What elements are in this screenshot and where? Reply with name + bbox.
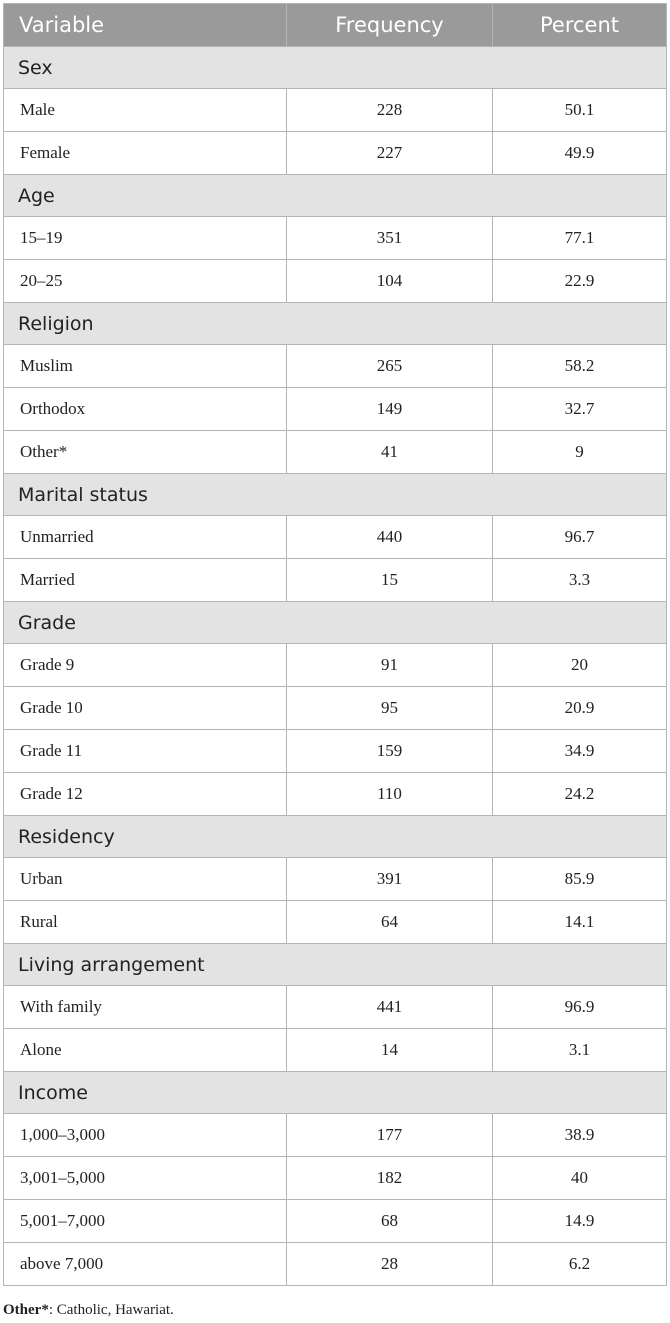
row-frequency: 14	[287, 1029, 493, 1072]
row-label: Orthodox	[4, 388, 287, 431]
row-label: Muslim	[4, 345, 287, 388]
section-row	[4, 1072, 667, 1114]
row-label: Other*	[4, 431, 287, 474]
row-label: Grade 12	[4, 773, 287, 816]
table-row	[4, 217, 667, 260]
row-label: 1,000–3,000	[4, 1114, 287, 1157]
row-frequency: 228	[287, 89, 493, 132]
row-frequency: 177	[287, 1114, 493, 1157]
table-row	[4, 260, 667, 303]
row-percent: 14.9	[493, 1200, 667, 1243]
row-frequency: 64	[287, 901, 493, 944]
row-frequency: 68	[287, 1200, 493, 1243]
table-row	[4, 1200, 667, 1243]
row-percent: 14.1	[493, 901, 667, 944]
row-percent: 20	[493, 644, 667, 687]
row-label: Urban	[4, 858, 287, 901]
row-label: Alone	[4, 1029, 287, 1072]
table-row	[4, 986, 667, 1029]
row-label: above 7,000	[4, 1243, 287, 1286]
row-percent: 50.1	[493, 89, 667, 132]
row-percent: 6.2	[493, 1243, 667, 1286]
table-body	[4, 47, 667, 1286]
header-percent: Percent	[493, 4, 667, 47]
footnote-marker: Other*	[3, 1302, 49, 1318]
row-frequency: 95	[287, 687, 493, 730]
table-row	[4, 730, 667, 773]
section-row	[4, 816, 667, 858]
row-label: Grade 10	[4, 687, 287, 730]
section-title: Living arrangement	[4, 944, 667, 986]
row-label: Grade 11	[4, 730, 287, 773]
header-variable: Variable	[4, 4, 287, 47]
row-label: Female	[4, 132, 287, 175]
row-frequency: 441	[287, 986, 493, 1029]
table-row	[4, 1114, 667, 1157]
row-label: 5,001–7,000	[4, 1200, 287, 1243]
row-frequency: 41	[287, 431, 493, 474]
section-row	[4, 474, 667, 516]
row-frequency: 182	[287, 1157, 493, 1200]
row-frequency: 227	[287, 132, 493, 175]
row-label: Male	[4, 89, 287, 132]
table-row	[4, 388, 667, 431]
table-row	[4, 516, 667, 559]
section-row	[4, 47, 667, 89]
section-row	[4, 944, 667, 986]
table-row	[4, 773, 667, 816]
table-row	[4, 89, 667, 132]
row-label: 15–19	[4, 217, 287, 260]
row-frequency: 104	[287, 260, 493, 303]
table-row	[4, 1157, 667, 1200]
row-percent: 32.7	[493, 388, 667, 431]
row-frequency: 391	[287, 858, 493, 901]
footnote-text: : Catholic, Hawariat.	[48, 1302, 174, 1318]
table-row	[4, 1029, 667, 1072]
table-row	[4, 687, 667, 730]
row-label: Rural	[4, 901, 287, 944]
demographics-table	[3, 3, 667, 1286]
section-title: Grade	[4, 602, 667, 644]
row-label: 3,001–5,000	[4, 1157, 287, 1200]
row-percent: 96.9	[493, 986, 667, 1029]
row-percent: 24.2	[493, 773, 667, 816]
section-title: Sex	[4, 47, 667, 89]
section-row	[4, 175, 667, 217]
row-frequency: 15	[287, 559, 493, 602]
row-label: Married	[4, 559, 287, 602]
row-frequency: 149	[287, 388, 493, 431]
row-percent: 22.9	[493, 260, 667, 303]
row-percent: 38.9	[493, 1114, 667, 1157]
row-frequency: 440	[287, 516, 493, 559]
section-title: Religion	[4, 303, 667, 345]
section-title: Residency	[4, 816, 667, 858]
table-row	[4, 901, 667, 944]
row-label: With family	[4, 986, 287, 1029]
table-container	[3, 3, 666, 1286]
table-row	[4, 559, 667, 602]
table-row	[4, 132, 667, 175]
table-header-row	[4, 4, 667, 47]
row-frequency: 159	[287, 730, 493, 773]
table-row	[4, 858, 667, 901]
row-percent: 49.9	[493, 132, 667, 175]
row-label: 20–25	[4, 260, 287, 303]
table-row	[4, 431, 667, 474]
row-percent: 3.3	[493, 559, 667, 602]
section-row	[4, 602, 667, 644]
row-frequency: 28	[287, 1243, 493, 1286]
section-title: Marital status	[4, 474, 667, 516]
row-percent: 96.7	[493, 516, 667, 559]
row-frequency: 91	[287, 644, 493, 687]
row-percent: 9	[493, 431, 667, 474]
footnote	[3, 1302, 174, 1319]
header-frequency: Frequency	[287, 4, 493, 47]
section-title: Age	[4, 175, 667, 217]
table-row	[4, 1243, 667, 1286]
row-frequency: 351	[287, 217, 493, 260]
row-percent: 20.9	[493, 687, 667, 730]
row-percent: 85.9	[493, 858, 667, 901]
table-row	[4, 644, 667, 687]
row-frequency: 265	[287, 345, 493, 388]
row-label: Grade 9	[4, 644, 287, 687]
row-percent: 58.2	[493, 345, 667, 388]
row-percent: 3.1	[493, 1029, 667, 1072]
table-row	[4, 345, 667, 388]
row-label: Unmarried	[4, 516, 287, 559]
row-frequency: 110	[287, 773, 493, 816]
section-row	[4, 303, 667, 345]
row-percent: 40	[493, 1157, 667, 1200]
row-percent: 34.9	[493, 730, 667, 773]
section-title: Income	[4, 1072, 667, 1114]
row-percent: 77.1	[493, 217, 667, 260]
